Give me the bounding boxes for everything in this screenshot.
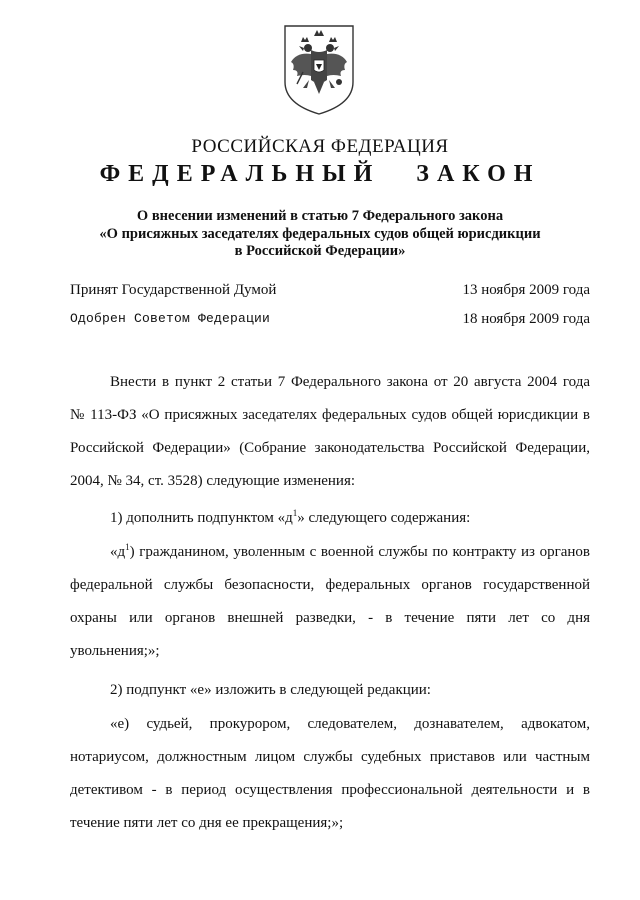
council-label: Одобрен Советом Федерации (70, 311, 271, 326)
paragraph-line: течение пяти лет со дня ее прекращения;»; (70, 815, 344, 831)
text-fragment: «д (110, 544, 126, 560)
paragraph-line: 2004, № 34, ст. 3528) следующие изменения: (70, 473, 356, 489)
law-title-line3: в Российской Федерации» (234, 243, 406, 259)
law-title-line2: «О присяжных заседателях федеральных судов общей юрисдикции (99, 225, 541, 242)
paragraph-item-2 (70, 674, 590, 707)
paragraph-line (70, 502, 590, 535)
duma-date: 13 ноября 2009 года (462, 282, 590, 298)
paragraph-subitem-e (70, 708, 590, 840)
paragraph-subitem-d1 (70, 536, 590, 668)
duma-adoption-row (70, 282, 590, 299)
paragraph-line: № 113-ФЗ «О присяжных заседателях федеральных судов общей юрисдикции в (70, 407, 590, 423)
paragraph-line: 2) подпункт «е» изложить в следующей редакции: (110, 682, 431, 698)
paragraph-line: Российской Федерации» (Собрание законодательства Российской Федерации, (70, 440, 590, 456)
text-fragment: » следующего содержания: (297, 510, 471, 526)
paragraph-main-amendment (70, 366, 590, 498)
paragraph-line (70, 536, 590, 569)
paragraph-line: «е) судьей, прокурором, следователем, дознавателем, адвокатом, (110, 716, 590, 732)
superscript: 1 (292, 508, 298, 518)
paragraph-line: Внести в пункт 2 статьи 7 Федерального закона от 20 августа 2004 года (110, 374, 590, 390)
law-type-word1: ФЕДЕРАЛЬНЫЙ (99, 161, 381, 187)
russian-coat-of-arms-icon (281, 24, 357, 116)
council-date: 18 ноября 2009 года (462, 311, 590, 327)
council-approval-row (70, 311, 590, 328)
law-title (60, 208, 580, 261)
duma-label: Принят Государственной Думой (70, 282, 277, 298)
law-type-heading (0, 161, 640, 188)
law-type-word2: ЗАКОН (416, 161, 541, 187)
text-fragment: ) гражданином, уволенным с военной службы по контракту из органов (129, 544, 590, 560)
paragraph-line: охраны или органов внешней разведки, - в течение пяти лет со дня (70, 610, 590, 626)
paragraph-line: нотариусом, должностным лицом службы судебных приставов или частным (70, 749, 590, 765)
paragraph-line: детективом - в период осуществления профессиональной деятельности и в (70, 782, 590, 798)
paragraph-line: федеральной службы безопасности, федеральных органов государственной (70, 577, 590, 593)
text-fragment: 1) дополнить подпунктом «д (110, 510, 293, 526)
superscript: 1 (125, 542, 130, 552)
law-title-line1: О внесении изменений в статью 7 Федерального закона (136, 208, 504, 224)
paragraph-item-1 (70, 502, 590, 535)
country-heading: РОССИЙСКАЯ ФЕДЕРАЦИЯ (191, 136, 449, 157)
paragraph-line: увольнения;»; (70, 643, 160, 659)
